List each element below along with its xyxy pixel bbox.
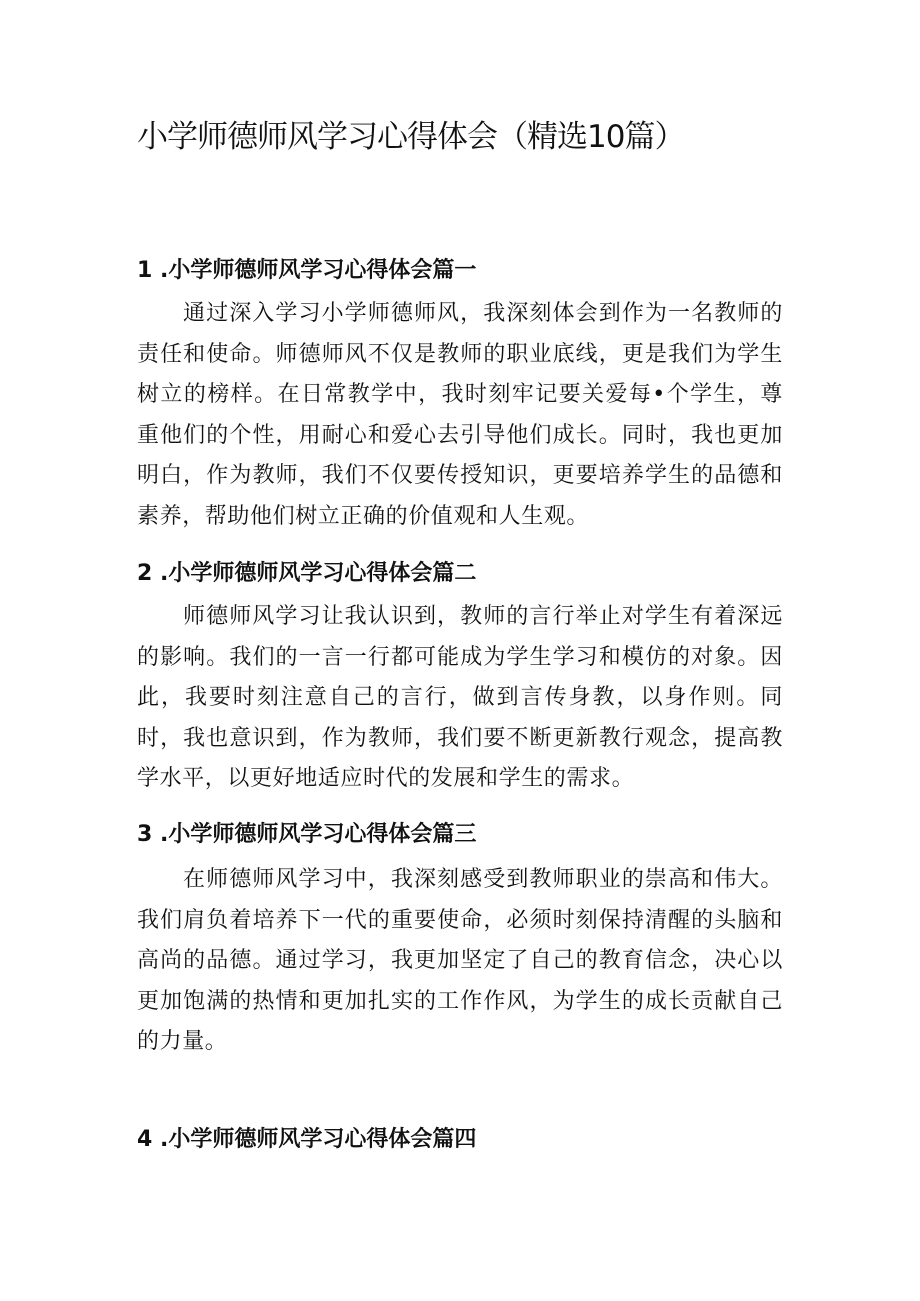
section-heading: 4 .小学师德师风学习心得体会篇四 — [137, 1127, 477, 1152]
section-paragraph: 通过深入学习小学师德师风，我深刻体会到作为一名教师的责任和使命。师德师风不仅是教师的职业底线，更是我们为学生树立的榜样。在日常教学中，我时刻牢记要关爱每•个学生，尊重他们的个性，用耐心和爱心去引导他们成长。同时，我也更加明白，作为教师，我们不仅要传授知识，更要培养学生的品德和素养，帮助他们树立正确的价值观和人生观。 — [137, 301, 783, 529]
document-title: 小学师德师风学习心得体会（精选10篇） — [137, 119, 685, 155]
section-heading: 3 .小学师德师风学习心得体会篇三 — [137, 822, 477, 847]
section-heading: 2 .小学师德师风学习心得体会篇二 — [137, 561, 477, 586]
section-paragraph: 师德师风学习让我认识到，教师的言行举止对学生有着深远的影响。我们的一言一行都可能成为学生学习和模仿的对象。因此，我要时刻注意自己的言行，做到言传身教，以身作则。同时，我也意识到，作为教师，我们要不断更新教行观念，提高教学水平，以更好地适应时代的发展和学生的需求。 — [137, 604, 783, 791]
section-paragraph: 在师德师风学习中，我深刻感受到教师职业的崇高和伟大。我们肩负着培养下一代的重要使命，必须时刻保持清醒的头脑和高尚的品德。通过学习，我更加坚定了自己的教育信念，决心以更加饱满的热情和更加扎实的工作作风，为学生的成长贡献自己的力量。 — [137, 867, 783, 1054]
section-heading: 1 .小学师德师风学习心得体会篇一 — [137, 258, 477, 283]
